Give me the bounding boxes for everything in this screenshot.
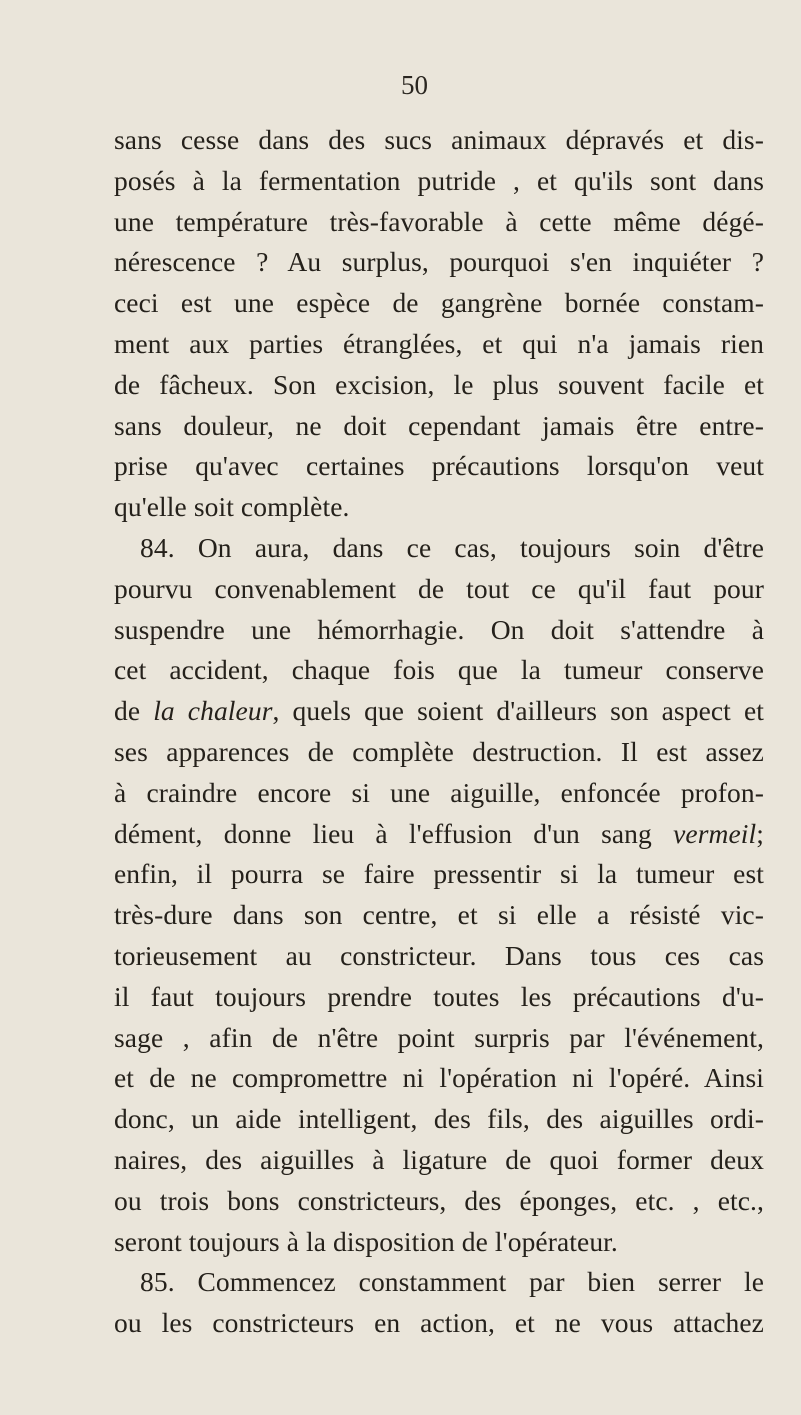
text-line: posés à la fermentation putride , et qu'ils sont dans: [114, 164, 764, 196]
text-line: sans cesse dans des sucs animaux dépravés et dis-: [114, 124, 764, 155]
paragraph-85-start: 85. Commencez constamment par bien serrer le: [140, 1266, 764, 1298]
text-line: seront toujours à la disposition de l'opérateur.: [114, 1225, 618, 1257]
text-line: ceci est une espèce de gangrène bornée constam-: [114, 287, 764, 319]
text-line: nérescence ? Au surplus, pourquoi s'en inquiéter ?: [114, 246, 764, 278]
text-line: torieusement au constricteur. Dans tous ces cas: [114, 939, 764, 971]
italic-text: vermeil: [673, 817, 757, 849]
page-number: 50: [401, 70, 428, 100]
text-line-mixed: [114, 691, 764, 732]
text-line: sage , afin de n'être point surpris par l'événement,: [114, 1021, 764, 1053]
text-line: pourvu convenablement de tout ce qu'il faut pour: [114, 572, 764, 604]
text-line: sans douleur, ne doit cependant jamais être entre-: [114, 409, 764, 441]
text-line: enfin, il pourra se faire pressentir si la tumeur est: [114, 858, 764, 890]
text-line: ou trois bons constricteurs, des éponges, etc. , etc.,: [114, 1184, 764, 1216]
text-line: il faut toujours prendre toutes les précautions d'u-: [114, 980, 764, 1012]
text-line: de fâcheux. Son excision, le plus souvent facile et: [114, 368, 764, 400]
text-fragment: dément, donne lieu à l'effusion d'un sang: [114, 817, 652, 849]
text-line: qu'elle soit complète.: [114, 491, 350, 523]
text-line: cet accident, chaque fois que la tumeur conserve: [114, 654, 764, 686]
text-line: très-dure dans son centre, et si elle a résisté vic-: [114, 899, 764, 931]
text-line: ses apparences de complète destruction. Il est assez: [114, 735, 764, 767]
text-fragment: , quels que soient d'ailleurs son aspect et: [272, 695, 764, 727]
paragraph-84-start: 84. On aura, dans ce cas, toujours soin d'être: [140, 531, 764, 563]
text-line: naires, des aiguilles à ligature de quoi former deux: [114, 1143, 764, 1175]
text-line: ou les constricteurs en action, et ne vous attachez: [114, 1307, 764, 1339]
body-text: [114, 120, 764, 1344]
text-line: et de ne compromettre ni l'opération ni l'opéré. Ainsi: [114, 1062, 764, 1094]
text-line: ment aux parties étranglées, et qui n'a jamais rien: [114, 327, 764, 359]
text-line: une température très-favorable à cette même dégé-: [114, 205, 764, 237]
text-line: à craindre encore si une aiguille, enfoncée profon-: [114, 776, 764, 808]
text-line: prise qu'avec certaines précautions lorsqu'on veut: [114, 450, 764, 482]
text-line: donc, un aide intelligent, des fils, des aiguilles ordi-: [114, 1103, 764, 1135]
italic-text: la chaleur: [153, 695, 273, 727]
text-fragment: ;: [756, 817, 764, 849]
text-line-mixed: [114, 814, 764, 855]
text-fragment: de: [114, 695, 141, 727]
text-line: suspendre une hémorrhagie. On doit s'attendre à: [114, 613, 764, 645]
